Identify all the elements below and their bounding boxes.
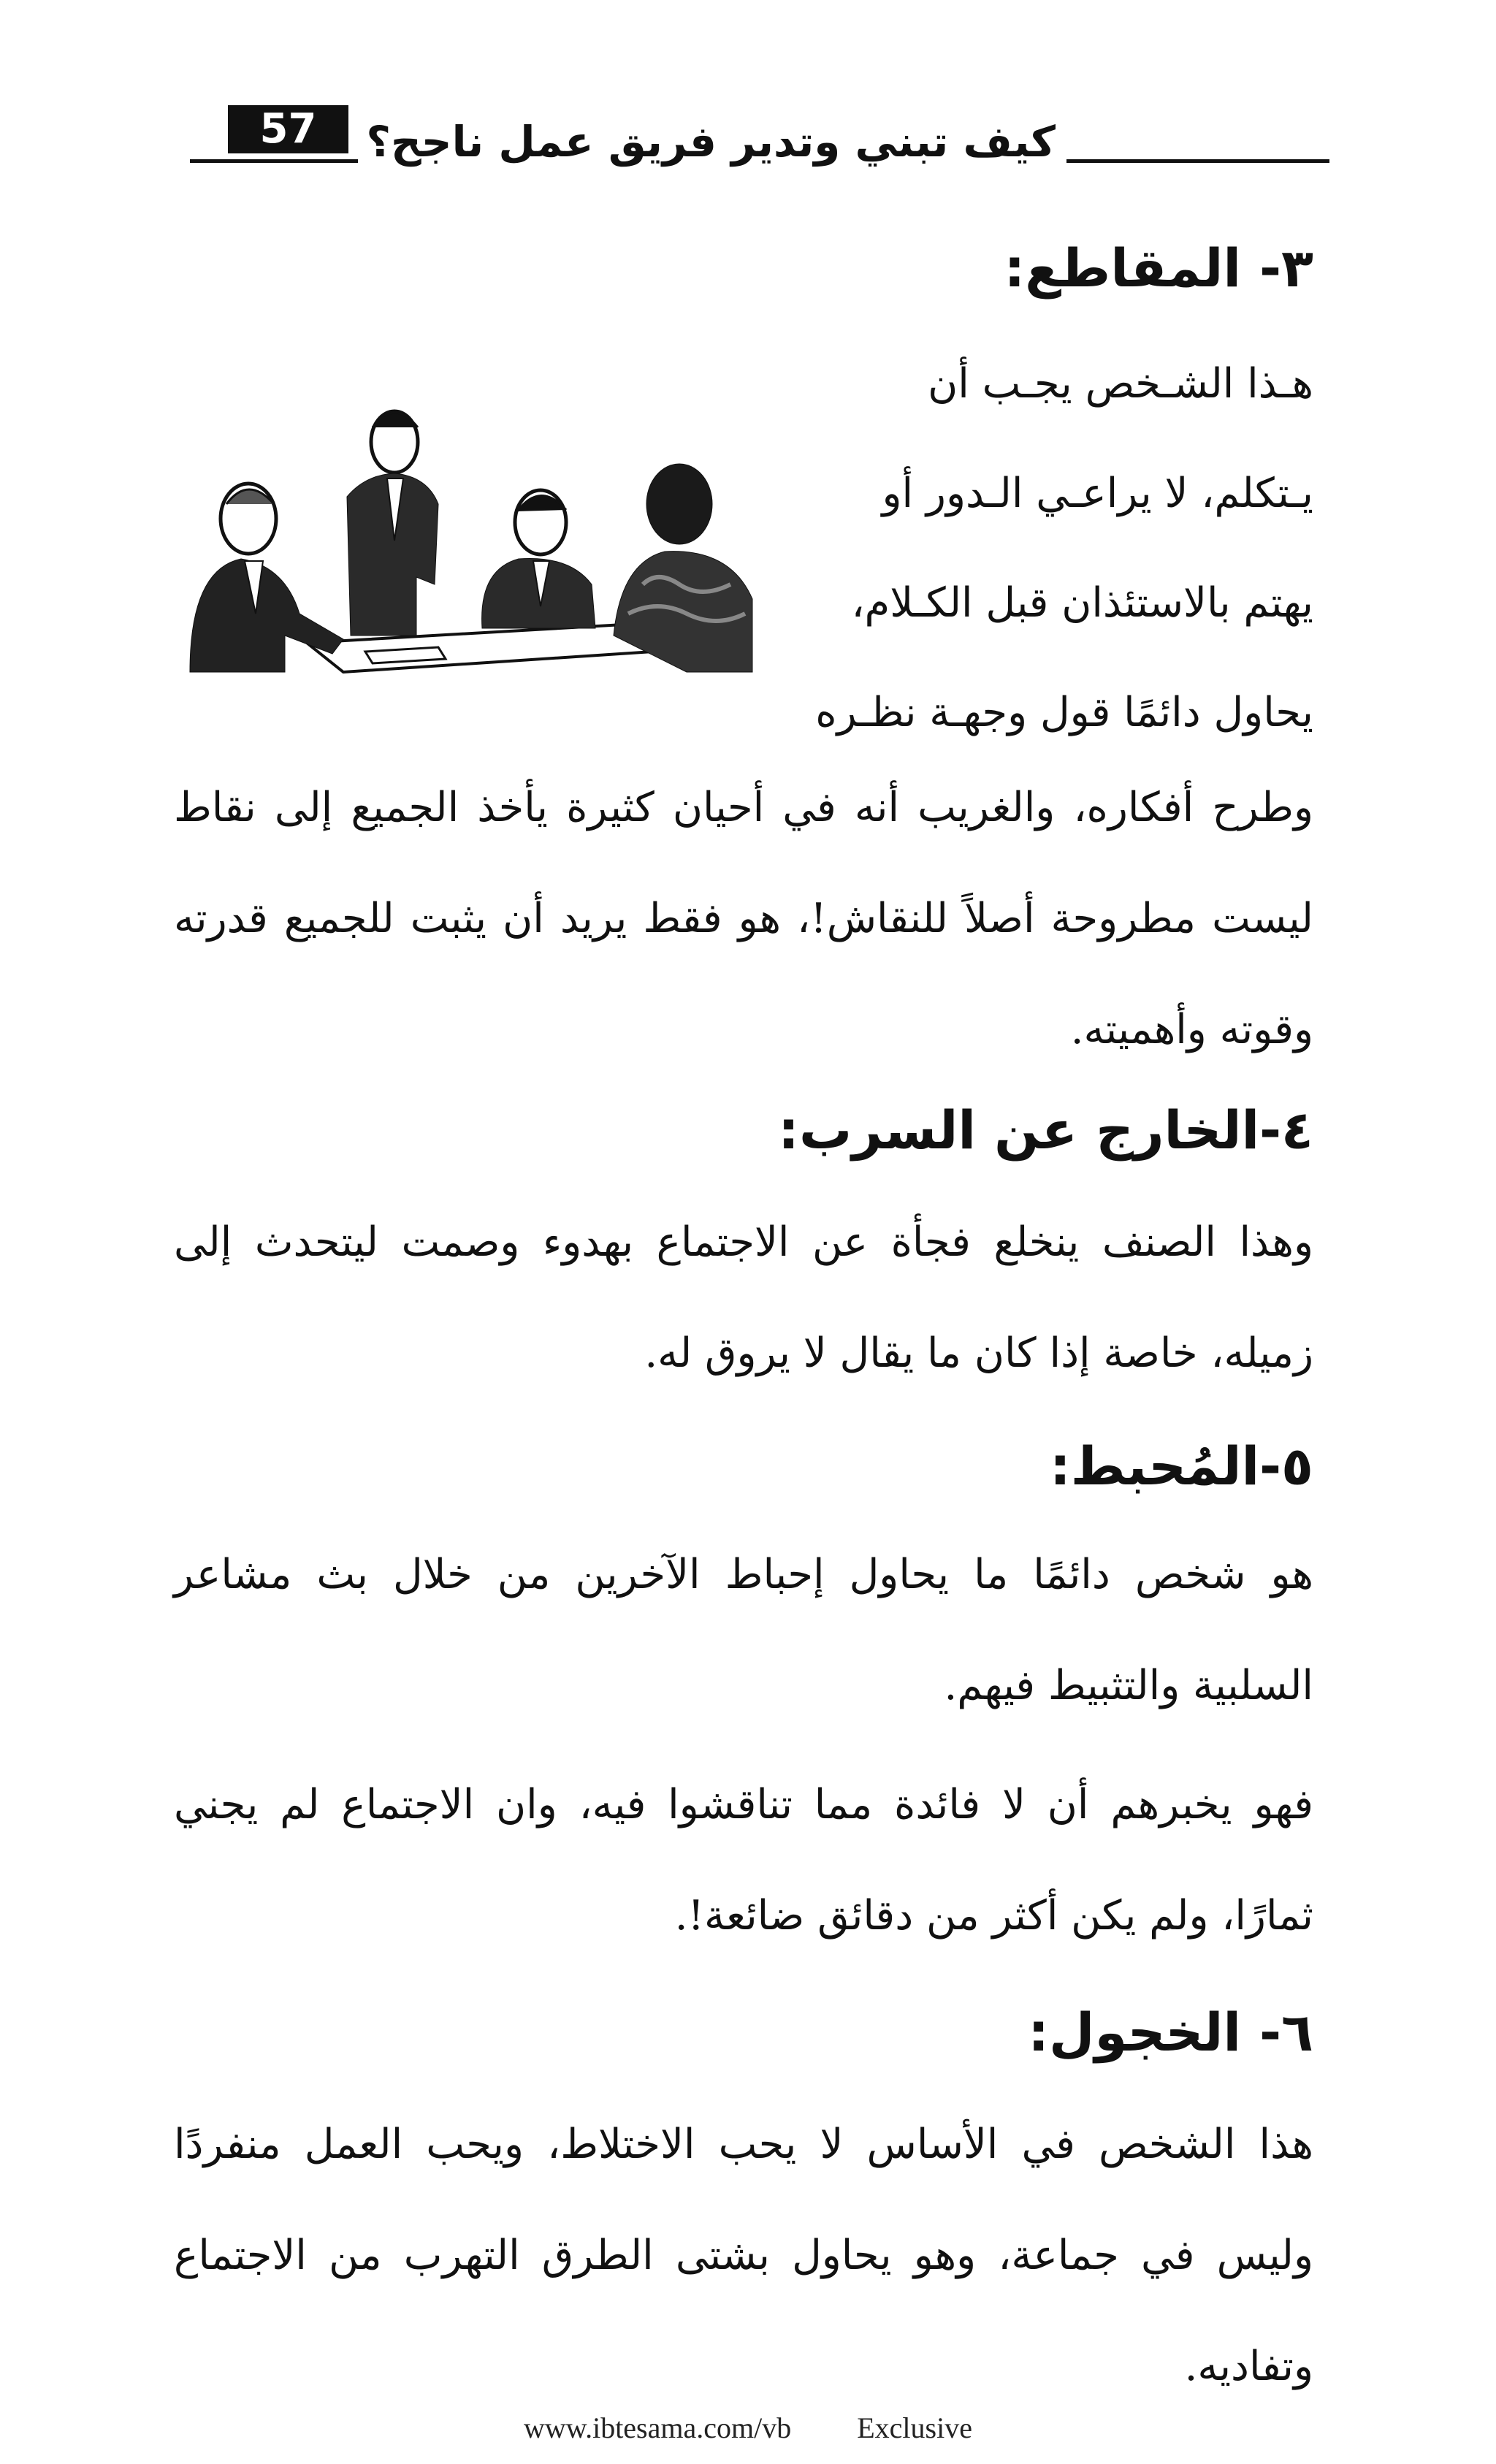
footer-website: www.ibtesama.com/vb bbox=[524, 2411, 792, 2444]
running-header bbox=[190, 102, 1329, 175]
section-heading-outsider: ٤-الخارج عن السرب: bbox=[778, 1099, 1313, 1161]
paragraph: هو شخص دائمًا ما يحاول إحباط الآخرين من خلال بث مشاعر السلبية والتثبيط فيهم. bbox=[174, 1551, 1313, 1709]
header-rule-left bbox=[190, 159, 358, 163]
text-line: يحاول دائمًا قول وجهـة نظـره bbox=[815, 689, 1313, 736]
paragraph: هذا الشخص في الأساس لا يحب الاختلاط، ويحب العمل منفردًا وليس في جماعة، وهو يحاول بشتى الطرق التهرب من الاجتماع وتفاديه. bbox=[174, 2121, 1314, 2390]
text-line: يهتم بالاستئذان قبل الكـلام، bbox=[851, 579, 1313, 627]
paragraph: وطرح أفكاره، والغريب أنه في أحيان كثيرة يأخذ الجميع إلى نقاط ليست مطروحة أصلاً للنقاش!، هو فقط يريد أن يثبت للجميع قدرته وقوته وأهميته. bbox=[174, 784, 1313, 1053]
page-number: 57 bbox=[228, 105, 348, 153]
text-line: هـذا الشـخص يجـب أن bbox=[928, 360, 1313, 408]
paragraph: فهو يخبرهم أن لا فائدة مما تناقشوا فيه، وان الاجتماع لم يجني ثمارًا، ولم يكن أكثر من دقائق ضائعة!. bbox=[174, 1781, 1313, 1939]
book-title: كيف تبني وتدير فريق عمل ناجح؟ bbox=[366, 117, 1056, 167]
paragraph: وهذا الصنف ينخلع فجأة عن الاجتماع بهدوء وصمت ليتحدث إلى زميله، خاصة إذا كان ما يقال لا يروق له. bbox=[174, 1218, 1313, 1377]
text-line: يـتكلم، لا يراعـي الـدور أو bbox=[882, 470, 1313, 517]
meeting-illustration bbox=[175, 394, 818, 694]
section-heading-interrupter: ٣- المقاطع: bbox=[1004, 237, 1313, 299]
section-heading-discourager: ٥-المُحبط: bbox=[1050, 1435, 1313, 1497]
section-heading-shy: ٦- الخجول: bbox=[1028, 2002, 1313, 2063]
header-rule-right bbox=[1066, 159, 1329, 163]
footer-label: Exclusive bbox=[857, 2411, 972, 2444]
page-footer bbox=[0, 2411, 1496, 2445]
